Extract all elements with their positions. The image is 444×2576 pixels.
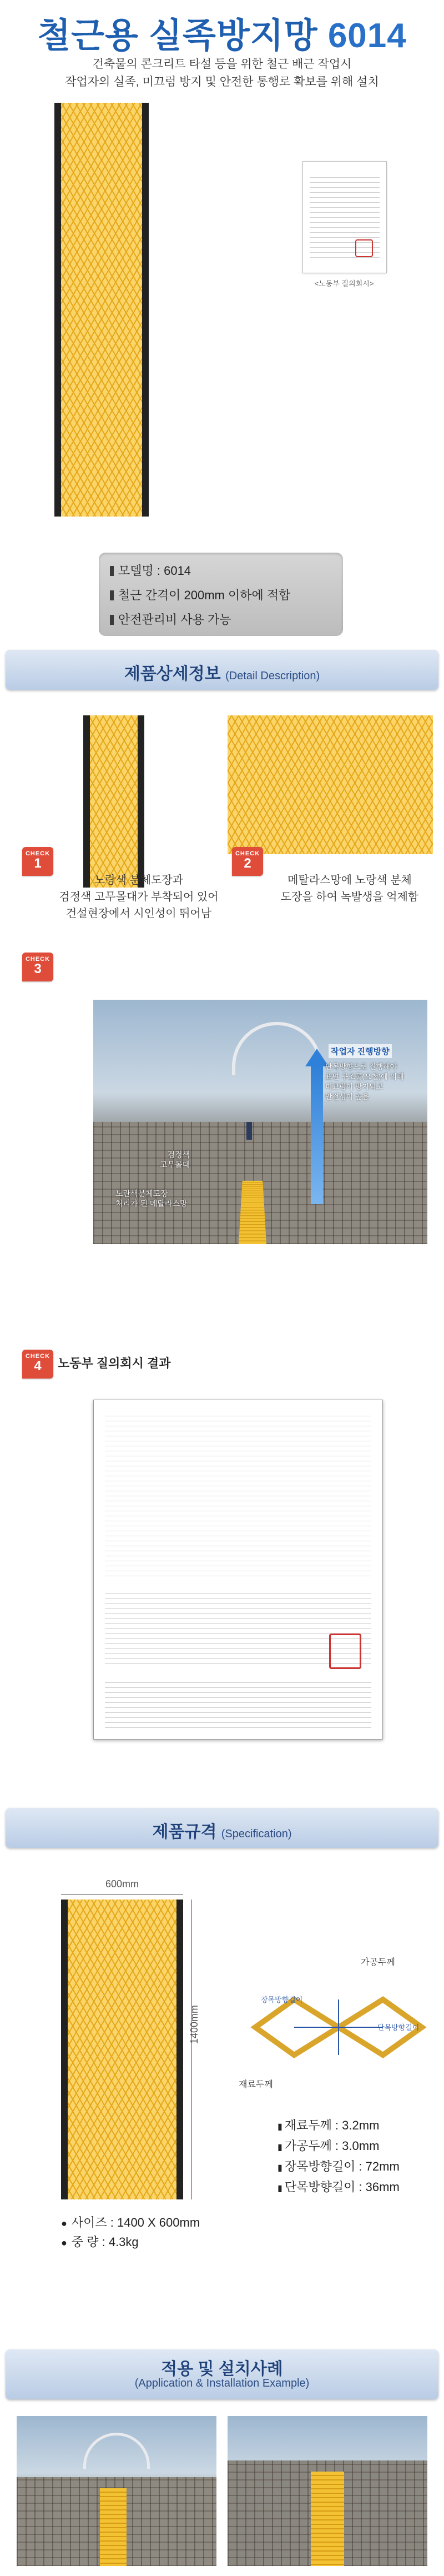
- check2-line-2: 도장을 하여 녹발생을 억제함: [280, 891, 419, 903]
- direction-note-line-1: 단목방향으로 진행해야: [325, 1063, 397, 1071]
- spec-line-long: ▮ 장목방향길이 : 72mm: [278, 2157, 400, 2178]
- document-table-lines: [105, 1411, 371, 1578]
- width-dimension-label: 600mm: [105, 1878, 139, 1890]
- official-seal-icon: [329, 1633, 361, 1669]
- direction-note-line-3: 미끄럼이 방지되고: [325, 1082, 384, 1091]
- spec-banner-subtitle: (Specification): [221, 1828, 292, 1840]
- application-photo-2: [228, 2416, 427, 2566]
- check1-net-image: [83, 715, 144, 888]
- product-net-image: [54, 103, 149, 517]
- size-item: ● 사이즈 : 1400 X 600mm: [61, 2213, 200, 2233]
- summary-box: [99, 553, 343, 636]
- spec-line-material: ▮ 재료두께 : 3.2mm: [278, 2116, 400, 2137]
- subtitle: [39, 56, 405, 91]
- direction-label: 작업자 진행방향: [329, 1044, 392, 1058]
- direction-note: [325, 1062, 403, 1102]
- spec-banner-text: [6, 1818, 438, 1842]
- subtitle-line-1: 건축물의 콘크리트 타설 등을 위한 철근 배근 작업시: [92, 58, 352, 71]
- labor-ministry-document: [93, 1400, 383, 1740]
- application-banner: [6, 2349, 438, 2399]
- height-dimension-label: 1400mm: [189, 2004, 200, 2044]
- worker-figure: [246, 1122, 252, 1140]
- title-model-number: 6014: [327, 17, 407, 55]
- detail-banner-text: [6, 660, 438, 684]
- check2-description: [261, 872, 438, 905]
- labor-ministry-document-thumbnail: [302, 161, 387, 273]
- check3-badge-number: 3: [34, 961, 42, 976]
- check2-badge-number: 2: [244, 856, 251, 871]
- check1-badge: [22, 847, 53, 876]
- rubber-label-line-2: 고무몰대: [160, 1160, 190, 1169]
- direction-arrow-shaft: [311, 1065, 323, 1204]
- check1-badge-number: 1: [34, 856, 42, 871]
- check1-badge-label: CHECK: [25, 850, 51, 857]
- summary-item-spacing: 철근 간격이 200mm 이하에 적합: [110, 586, 290, 603]
- check1-line-1: 노랑색 분체도장과: [94, 874, 184, 886]
- diagram-label-material: 재료두께: [239, 2080, 273, 2089]
- app1-walkway: [100, 2488, 127, 2566]
- application-banner-title: 적용 및 설치사례: [161, 2360, 283, 2378]
- mesh-label-line-2: 처리가 된 메탈라스망: [115, 1199, 188, 1208]
- width-dimension-line: [61, 1894, 183, 1895]
- check2-badge: [232, 847, 263, 876]
- diagram-label-thickness: 가공두께: [361, 1958, 395, 1967]
- detail-banner-subtitle: (Detail Description): [225, 670, 320, 682]
- check3-site-photo: [93, 1000, 427, 1244]
- detail-banner: [6, 650, 438, 690]
- check2-line-1: 메탈라스망에 노랑색 분체: [287, 874, 412, 886]
- weight-item: ● 중 량 : 4.3kg: [61, 2233, 200, 2252]
- diagram-label-long: 장목방향길이: [261, 1996, 303, 2004]
- title-text: 철근용 실족방지망: [37, 17, 318, 55]
- check1-line-3: 건설현장에서 시인성이 뛰어남: [65, 908, 212, 920]
- app1-bridge-arch: [83, 2433, 150, 2469]
- check3-badge-label: CHECK: [25, 956, 51, 963]
- spec-banner: [6, 1808, 438, 1848]
- application-photo-1: [17, 2416, 216, 2566]
- check2-mesh-closeup: [228, 715, 433, 854]
- spec-line-short: ▮ 단목방향길이 : 36mm: [278, 2178, 400, 2198]
- check1-description: [56, 872, 222, 922]
- mesh-label: [115, 1189, 188, 1209]
- check4-title: 노동부 질의회시 결과: [58, 1356, 171, 1370]
- rubber-label: [160, 1150, 190, 1170]
- summary-item-model: 모델명 : 6014: [110, 562, 191, 579]
- check1-line-2: 검정색 고무몰대가 부착되어 있어: [59, 891, 219, 903]
- app2-walkway: [311, 2472, 344, 2566]
- summary-item-budget: 안전관리비 사용 가능: [110, 610, 231, 628]
- detail-banner-title: 제품상세정보: [124, 665, 221, 683]
- spec-detail-list: [278, 2116, 400, 2198]
- height-dimension-line: [191, 1900, 192, 2199]
- size-weight-list: [61, 2213, 200, 2252]
- diagram-label-short: 단목방향길이: [377, 2023, 420, 2032]
- direction-note-line-4: 안전성이 높음: [325, 1092, 369, 1101]
- document-footer-lines: [105, 1678, 371, 1728]
- spec-line-processing: ▮ 가공두께 : 3.0mm: [278, 2137, 400, 2157]
- subtitle-line-2: 작업자의 실족, 미끄럼 방지 및 안전한 통행로 확보를 위해 설치: [65, 76, 379, 88]
- mesh-label-line-1: 노란색분체도장: [115, 1189, 168, 1198]
- check4-badge-number: 4: [34, 1359, 42, 1374]
- spec-banner-title: 제품규격: [152, 1823, 217, 1841]
- seal-icon: [355, 239, 373, 257]
- spec-net-image: [61, 1900, 183, 2199]
- direction-note-line-2: 표면 구조물(요철)에 의해: [325, 1073, 404, 1081]
- check2-badge-label: CHECK: [235, 850, 260, 857]
- check3-badge: [22, 953, 53, 981]
- yellow-walkway: [239, 1181, 266, 1244]
- check4-badge-label: CHECK: [25, 1353, 51, 1360]
- page-title: [0, 8, 444, 57]
- application-banner-subtitle: (Application & Installation Example): [134, 2377, 310, 2389]
- check4-badge: [22, 1350, 53, 1379]
- rubber-label-line-1: 검정색: [167, 1150, 190, 1159]
- doc-caption: <노동부 질의회시>: [314, 279, 374, 288]
